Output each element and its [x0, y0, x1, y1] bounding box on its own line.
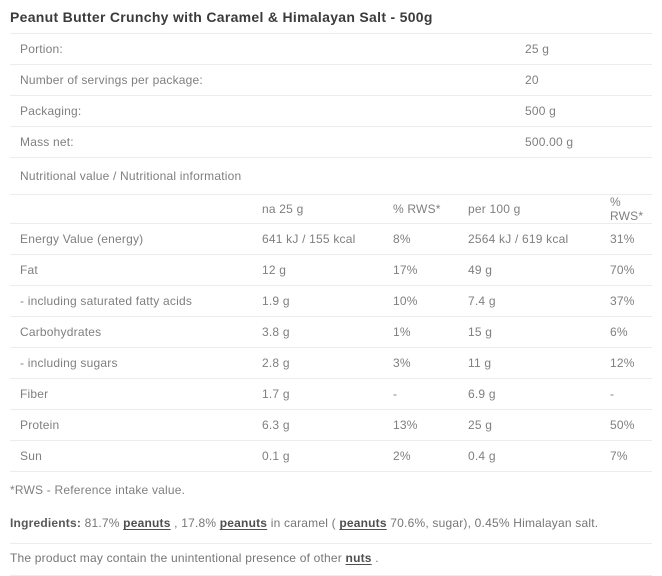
nutrition-row-salt — [10, 441, 652, 472]
ingredients-paragraph — [10, 510, 652, 544]
nutrient-per-portion: 0.1 g — [262, 449, 290, 463]
peanuts-link[interactable]: peanuts — [123, 516, 171, 530]
nutrient-per-portion: 2.8 g — [262, 356, 290, 370]
nutrient-rws-portion: 3% — [393, 356, 411, 370]
nutrition-row-carbohydrates — [10, 317, 652, 348]
nutrient-per-100g: 7.4 g — [468, 294, 496, 308]
nutrient-per-portion: 3.8 g — [262, 325, 290, 339]
nutrient-per-portion: 6.3 g — [262, 418, 290, 432]
allergen-text: . — [371, 551, 379, 565]
ingredients-text: in caramel ( — [267, 516, 340, 530]
ingredients-text: 70.6%, sugar), 0.45% Himalayan salt. — [386, 516, 599, 530]
nutrient-rws-portion: - — [393, 387, 398, 401]
nutrient-rws-portion: 8% — [393, 232, 411, 246]
row-value: 500 g — [525, 104, 557, 118]
column-header-per-100g: per 100 g — [468, 202, 521, 216]
column-header-rws-portion: % RWS* — [393, 202, 441, 216]
nutrition-row-sugars — [10, 348, 652, 379]
nutrition-table — [10, 195, 652, 472]
peanuts-link[interactable]: peanuts — [219, 516, 268, 530]
nutrient-label: Fat — [20, 263, 38, 277]
nutrient-rws-100g: - — [610, 387, 615, 401]
row-label: Number of servings per package: — [20, 73, 203, 87]
nutrient-per-100g: 25 g — [468, 418, 493, 432]
peanuts-link[interactable]: peanuts — [339, 516, 387, 530]
nutrient-label: - including sugars — [20, 356, 118, 370]
column-header-rws-100g: % RWS* — [610, 195, 644, 223]
nutrient-per-100g: 2564 kJ / 619 kcal — [468, 232, 569, 246]
nutrient-rws-100g: 31% — [610, 232, 635, 246]
allergen-text: The product may contain the unintentional presence of other — [10, 551, 346, 565]
nutrient-rws-100g: 37% — [610, 294, 635, 308]
nutrient-rws-portion: 10% — [393, 294, 418, 308]
row-label: Portion: — [20, 42, 63, 56]
nutrient-rws-100g: 12% — [610, 356, 635, 370]
summary-row-packaging — [10, 96, 652, 127]
nutrient-label: Carbohydrates — [20, 325, 102, 339]
nutrient-rws-100g: 6% — [610, 325, 628, 339]
nutrient-rws-portion: 13% — [393, 418, 418, 432]
rws-footnote: *RWS - Reference intake value. — [10, 483, 186, 497]
nutrient-per-100g: 49 g — [468, 263, 493, 277]
nutrient-label: - including saturated fatty acids — [20, 294, 193, 308]
row-label: Mass net: — [20, 135, 74, 149]
nutrient-rws-portion: 2% — [393, 449, 411, 463]
nutrient-per-portion: 1.9 g — [262, 294, 290, 308]
page-title: Peanut Butter Crunchy with Caramel & Himalayan Salt - 500g — [10, 0, 652, 34]
nutrition-row-protein — [10, 410, 652, 441]
nutrient-per-portion: 641 kJ / 155 kcal — [262, 232, 356, 246]
nutrition-section-title: Nutritional value / Nutritional information — [10, 158, 652, 195]
summary-table — [10, 34, 652, 158]
summary-row-portion — [10, 34, 652, 65]
summary-row-servings — [10, 65, 652, 96]
nutrient-per-100g: 6.9 g — [468, 387, 496, 401]
nutrition-row-fat — [10, 255, 652, 286]
ingredients-text: , 17.8% — [170, 516, 220, 530]
nutrient-label: Energy Value (energy) — [20, 232, 144, 246]
nutrient-per-100g: 11 g — [468, 356, 492, 370]
ingredients-label: Ingredients: — [10, 516, 82, 530]
row-value: 500.00 g — [525, 135, 574, 149]
nutrient-rws-portion: 17% — [393, 263, 418, 277]
row-value: 25 g — [525, 42, 550, 56]
nutrient-per-100g: 0.4 g — [468, 449, 496, 463]
nutrition-row-saturated-fat — [10, 286, 652, 317]
nutrient-rws-portion: 1% — [393, 325, 411, 339]
nutrient-rws-100g: 7% — [610, 449, 628, 463]
nutrient-per-100g: 15 g — [468, 325, 493, 339]
row-label: Packaging: — [20, 104, 82, 118]
nutrition-header-row — [10, 195, 652, 224]
row-value: 20 — [525, 73, 539, 87]
nutrient-label: Protein — [20, 418, 60, 432]
nutrition-row-energy — [10, 224, 652, 255]
allergen-note — [10, 544, 652, 576]
nutrient-per-portion: 1.7 g — [262, 387, 290, 401]
nutrient-label: Sun — [20, 449, 42, 463]
column-header-per-portion: na 25 g — [262, 202, 304, 216]
nutrient-rws-100g: 50% — [610, 418, 635, 432]
ingredients-text: 81.7% — [81, 516, 124, 530]
nuts-link[interactable]: nuts — [345, 551, 372, 565]
nutrient-label: Fiber — [20, 387, 49, 401]
nutrient-rws-100g: 70% — [610, 263, 635, 277]
nutrient-per-portion: 12 g — [262, 263, 287, 277]
summary-row-mass-net — [10, 127, 652, 158]
nutrition-row-fiber — [10, 379, 652, 410]
